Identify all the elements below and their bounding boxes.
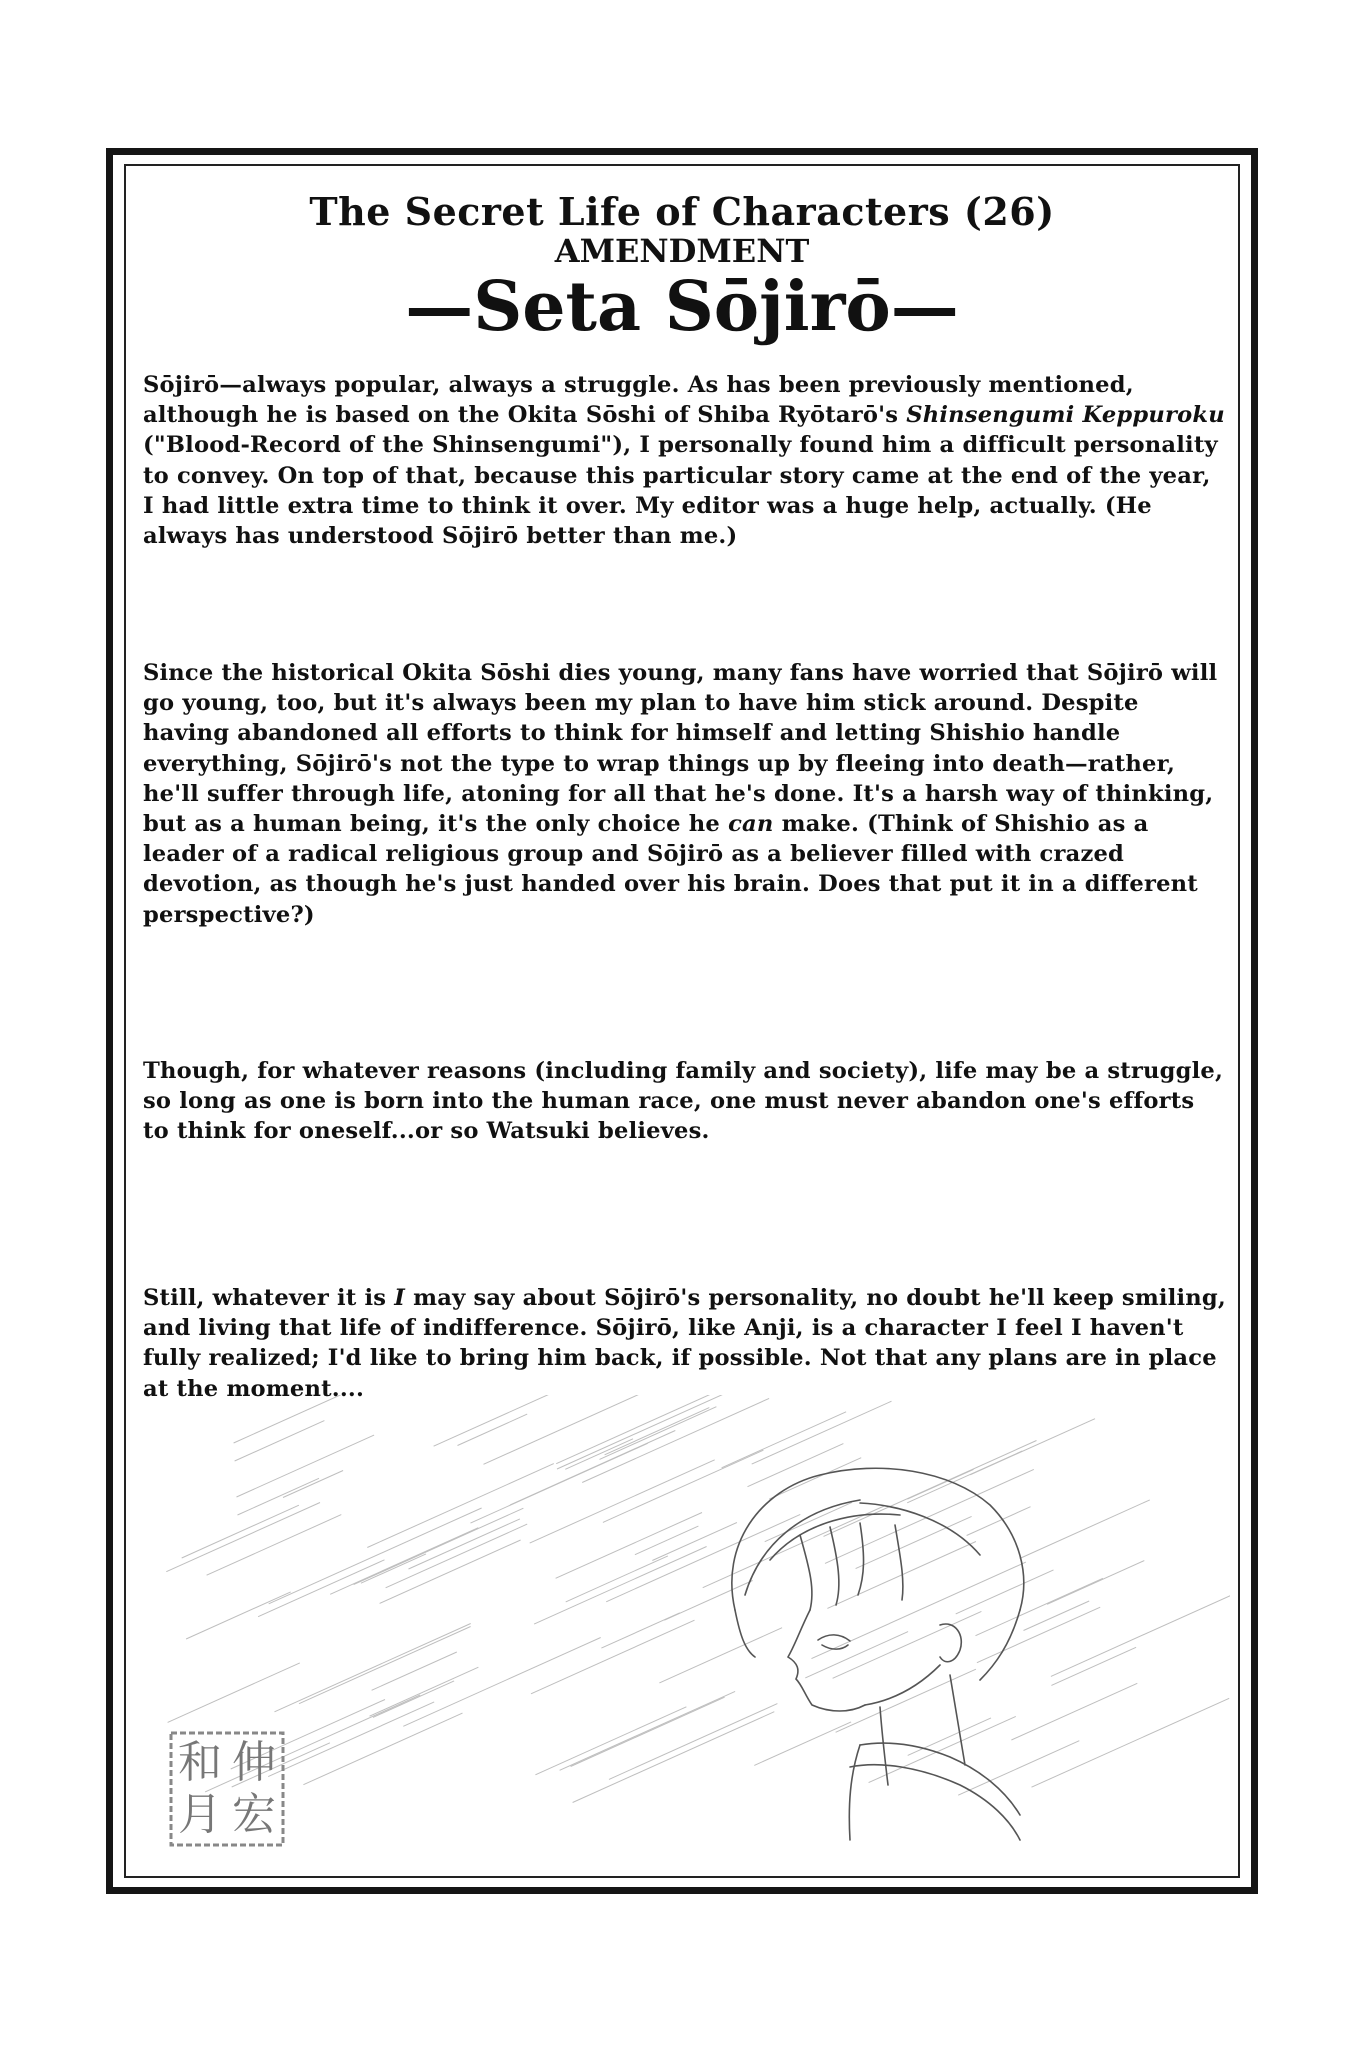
sketch-hatch-stroke: [1051, 1590, 1230, 1677]
sketch-hatch-stroke: [367, 1464, 554, 1548]
paragraph-2: [143, 658, 1228, 930]
seal-char-4: 月: [178, 1789, 222, 1840]
sketch-hatch-stroke: [283, 1471, 343, 1498]
paragraph-3: [143, 1056, 1228, 1147]
sketch-hatch-stroke: [275, 1624, 471, 1712]
sketch-hatch-stroke: [603, 1450, 764, 1522]
sketch-hatch-stroke: [531, 1620, 695, 1694]
artist-seal-stamp: [168, 1730, 286, 1848]
sketch-hatch-stroke: [303, 1713, 462, 1785]
sketch-hatch-stroke: [1020, 1500, 1150, 1559]
paragraph-1-text-b: ("Blood-Record of the Shinsengumi"), I personally found him a difficult personality to convey. On top of that, because this particular story came at the end of the year, I had little extra time to think it over. My editor was a huge help, actually. (He always has understood Sōjirō better than me.): [143, 432, 1218, 550]
paragraph-1-text-a: Sōjirō—always popular, always a struggle. As has been previously mentioned, although he is based on the Okita Sōshi of Shiba Ryōtarō's: [143, 372, 1134, 429]
sketch-hatch-stroke: [182, 1505, 299, 1558]
sketch-hatch-stroke: [609, 1704, 777, 1780]
seal-char-1: 伸: [232, 1737, 276, 1788]
sketch-hatch-stroke: [238, 1478, 320, 1515]
sketch-hatch-stroke: [268, 1702, 434, 1777]
sketch-hatch-stroke: [556, 1395, 772, 1464]
sketch-hatch-stroke: [380, 1540, 521, 1603]
sketch-hatch-stroke: [1011, 1683, 1137, 1740]
sketch-hatch-stroke: [269, 1508, 482, 1604]
paragraph-4-text-a: Still, whatever it is: [143, 1285, 395, 1311]
paragraph-2-text-a: Since the historical Okita Sōshi dies young, many fans have worried that Sōjirō will go young, too, but it's always been my plan to have him stick around. Despite having abandoned all efforts to think for himself and letting Shishio handle everything, Sōjirō's not the type to wrap things up by fleeing into death—rather, he'll suffer through life, atoning for all that he's done. It's a harsh way of thinking, but as a human being, it's the only choice he: [143, 660, 1218, 838]
sketch-hatch-stroke: [754, 1722, 851, 1766]
sketch-hatch-stroke: [458, 1414, 528, 1445]
sketch-hatch-stroke: [958, 1741, 1079, 1796]
paragraph-4: [143, 1283, 1228, 1404]
sketch-hatch-stroke: [703, 1506, 884, 1588]
page-subtitle: AMENDMENT: [554, 232, 810, 270]
sketch-hatch-stroke: [535, 1707, 686, 1775]
sketch-hatch-stroke: [386, 1524, 528, 1588]
sketch-hatch-stroke: [373, 1681, 454, 1718]
character-name-heading: —Seta Sōjirō—: [405, 267, 959, 347]
paragraph-2-emphasis: can: [728, 811, 774, 838]
sketch-hatch-stroke: [186, 1592, 291, 1639]
sketch-hatch-stroke: [560, 1691, 736, 1770]
sketch-hatch-stroke: [659, 1628, 782, 1683]
sketch-hatch-stroke: [573, 1712, 775, 1803]
paragraph-1: [143, 370, 1228, 551]
sketch-hatch-stroke: [1047, 1561, 1144, 1605]
sketch-hatch-stroke: [471, 1443, 648, 1523]
sketch-hatch-stroke: [484, 1395, 685, 1464]
sketch-hatch-stroke: [769, 1458, 861, 1499]
sketch-hatch-stroke: [833, 1611, 982, 1678]
sketch-hatch-stroke: [722, 1412, 847, 1468]
sketch-hatch-stroke: [235, 1421, 325, 1461]
paragraph-4-text-b: may say about Sōjirō's personality, no doubt he'll keep smiling, and living that life of indifference. Sōjirō, like Anji, is a character I feel I haven't fully realized; I'd like to bring him back, if possible. Not that any plans are in place at the moment....: [143, 1285, 1226, 1402]
sketch-hatch-stroke: [258, 1560, 384, 1617]
sketch-hatch-stroke: [908, 1718, 991, 1756]
page-title: The Secret Life of Characters (26): [309, 189, 1055, 234]
sketch-hatch-stroke: [664, 1581, 752, 1621]
sketch-hatch-stroke: [856, 1516, 972, 1568]
sketch-hatch-stroke: [370, 1667, 479, 1716]
seal-char-2: 宏: [232, 1789, 276, 1840]
sketch-hatch-stroke: [605, 1408, 710, 1455]
sketch-hatch-stroke: [967, 1507, 1031, 1536]
sketch-hatch-stroke: [234, 1395, 380, 1443]
sketch-hatch-stroke: [869, 1716, 1016, 1782]
seal-char-3: 和: [178, 1737, 222, 1788]
sketch-hatch-stroke: [1032, 1698, 1230, 1787]
sketch-hatch-stroke: [299, 1627, 471, 1704]
sketch-hatch-stroke: [908, 1469, 974, 1499]
sketch-hatch-stroke: [403, 1638, 600, 1727]
sketch-hatch-stroke: [168, 1663, 300, 1723]
sketch-hatch-stroke: [582, 1398, 769, 1482]
sketch-hatch-stroke: [752, 1401, 892, 1464]
sketch-hatch-stroke: [409, 1519, 520, 1569]
sketch-hatch-stroke: [970, 1419, 1095, 1475]
sketch-hatch-stroke: [354, 1508, 524, 1584]
paragraph-1-book-title: Shinsengumi Keppuroku: [906, 402, 1225, 429]
paragraph-2-text-b: make. (Think of Shishio as a leader of a radical religious group and Sōjirō as a believer filled with crazed devotion, as though he's just handed over his brain. Does that put it in a different perspective?): [143, 811, 1198, 928]
sketch-hatch-stroke: [571, 1697, 725, 1766]
paragraph-3-text: Though, for whatever reasons (including family and society), life may be a struggle, so long as one is born into the human race, one must never abandon one's efforts to think for oneself...or so Watsuki believes.: [143, 1058, 1224, 1145]
sketch-hatch-stroke: [566, 1556, 668, 1602]
sketch-hatch-stroke: [1024, 1601, 1090, 1631]
sojiro-sketch-illustration: [160, 1395, 1230, 1845]
sketch-hatch-stroke: [812, 1562, 1026, 1659]
sketch-hatch-stroke: [372, 1652, 457, 1690]
sketch-hatch-stroke: [1051, 1647, 1136, 1685]
sketch-hatch-stroke: [600, 1407, 717, 1460]
sketch-hatch-stroke: [765, 1502, 852, 1541]
sketch-hatch-stroke: [976, 1578, 1103, 1635]
sketch-hatch-stroke: [977, 1607, 1100, 1663]
sketch-hatch-stroke: [330, 1528, 478, 1595]
paragraph-4-emphasis: I: [394, 1285, 406, 1311]
sketch-hatch-stroke: [635, 1526, 699, 1555]
sketch-hatch-stroke: [530, 1460, 715, 1543]
